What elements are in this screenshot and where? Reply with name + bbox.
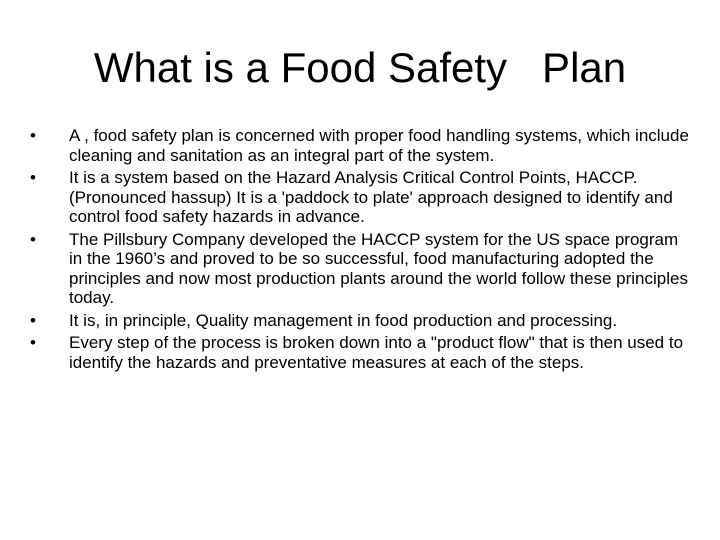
- bullet-icon: •: [30, 333, 36, 352]
- bullet-list: [30, 126, 690, 375]
- bullet-item: [30, 333, 690, 372]
- bullet-item: [30, 311, 690, 331]
- bullet-icon: •: [30, 168, 36, 187]
- bullet-text: The Pillsbury Company developed the HACCP system for the US space program in the 1960’s and proved to be so successful, food manufacturing adopted the principles and now most production plants around the world follow these principles today.: [69, 229, 688, 307]
- bullet-text: A , food safety plan is concerned with proper food handling systems, which include cleaning and sanitation as an integral part of the system.: [69, 126, 689, 165]
- bullet-text: Every step of the process is broken down into a "product flow" that is then used to identify the hazards and preventative measures at each of the steps.: [69, 333, 684, 372]
- bullet-text: It is a system based on the Hazard Analysis Critical Control Points, HACCP. (Pronounced hassup) It is a 'paddock to plate' approach designed to identify and control food safety hazards in advance.: [69, 168, 673, 226]
- bullet-icon: •: [30, 126, 36, 145]
- bullet-text: It is, in principle, Quality management in food production and processing.: [69, 310, 618, 330]
- slide-title: What is a Food Safety Plan: [93, 44, 627, 91]
- bullet-item: [30, 168, 690, 227]
- bullet-icon: •: [30, 229, 36, 249]
- bullet-icon: •: [30, 310, 36, 330]
- bullet-item: [30, 230, 690, 308]
- bullet-item: [30, 126, 690, 165]
